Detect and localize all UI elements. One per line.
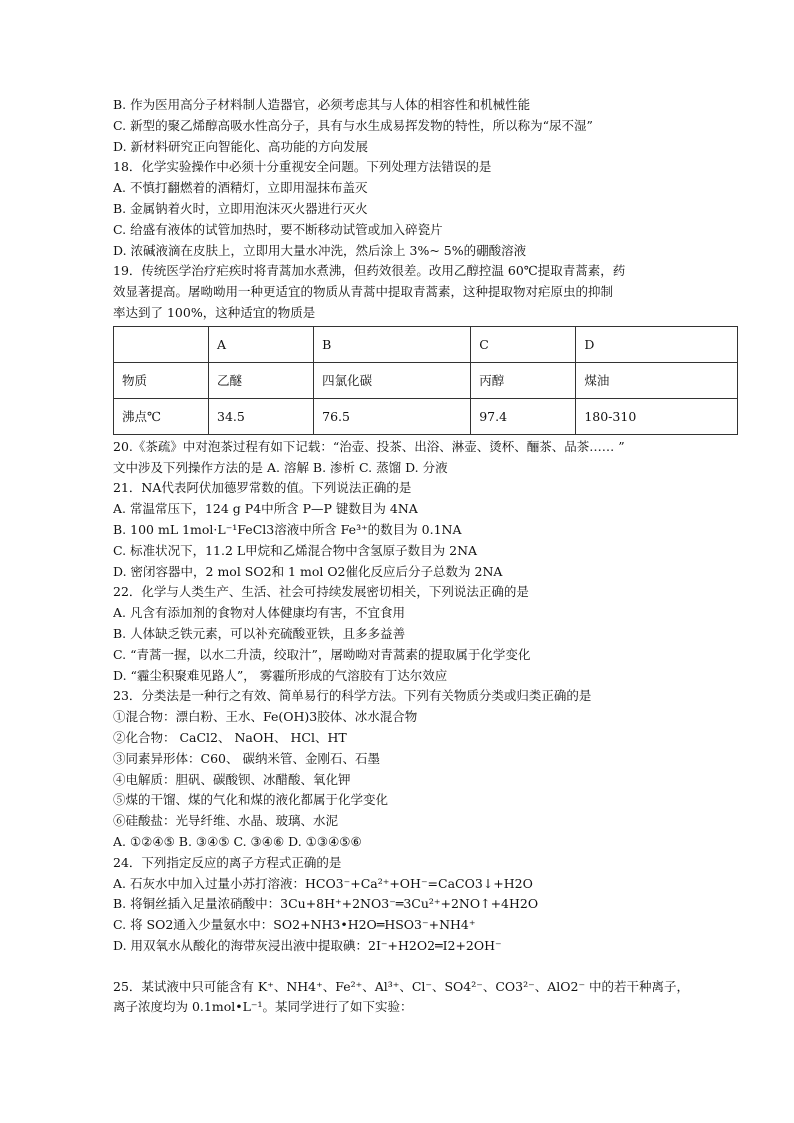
table-cell: 180-310 xyxy=(576,398,738,434)
option-line: C. “青蒿一握，以水二升渍，绞取汁”，屠呦呦对青蒿素的提取属于化学变化 xyxy=(113,646,531,662)
list-item: ③同素异形体：C60、 碳纳米管、金刚石、石墨 xyxy=(113,750,380,766)
text-line: D. 新材料研究正向智能化、高功能的方向发展 xyxy=(113,138,369,154)
list-item: ①混合物：漂白粉、王水、Fe(OH)3胶体、冰水混合物 xyxy=(113,709,418,725)
option-line: B. 将铜丝插入足量浓硝酸中：3Cu+8H⁺+2NO3⁻═3Cu²⁺+2NO↑+4H2O xyxy=(113,896,539,912)
option-line: A. 常温常压下，124 g P4中所含 P—P 键数目为 4NA xyxy=(113,501,418,517)
question-18-stem: 18．化学实验操作中必须十分重视安全问题。下列处理方法错误的是 xyxy=(113,159,492,175)
table-cell: C xyxy=(471,326,576,362)
list-item: ⑥硅酸盐：光导纤维、水晶、玻璃、水泥 xyxy=(113,813,339,829)
table-cell: 煤油 xyxy=(576,362,738,398)
option-line: D. 浓碱液滴在皮肤上，立即用大量水冲洗，然后涂上 3%~ 5%的硼酸溶液 xyxy=(113,242,527,258)
question-24-stem: 24．下列指定反应的离子方程式正确的是 xyxy=(113,854,342,870)
list-item: ④电解质：胆矾、碳酸钡、冰醋酸、氧化钾 xyxy=(113,771,351,787)
table-cell: 乙醚 xyxy=(209,362,314,398)
option-line: D. 用双氧水从酸化的海带灰浸出液中提取碘：2I⁻+H2O2═I2+2OH⁻ xyxy=(113,937,502,953)
table-cell: B xyxy=(314,326,471,362)
option-line: B. 100 mL 1mol·L⁻¹FeCl3溶液中所含 Fe³⁺的数目为 0.1NA xyxy=(113,521,462,537)
list-item: ⑤煤的干馏、煤的气化和煤的液化都属于化学变化 xyxy=(113,792,389,808)
table-cell: 四氯化碳 xyxy=(314,362,471,398)
option-line: C. 标准状况下，11.2 L甲烷和乙烯混合物中含氢原子数目为 2NA xyxy=(113,542,478,558)
table-row xyxy=(114,362,738,398)
option-line: B. 金属钠着火时，立即用泡沫灭火器进行灭火 xyxy=(113,200,368,216)
table-cell: A xyxy=(209,326,314,362)
exam-page xyxy=(113,95,743,1018)
option-line: B. 人体缺乏铁元素，可以补充硫酸亚铁，且多多益善 xyxy=(113,625,406,641)
question-21-stem: 21．NA代表阿伏加德罗常数的值。下列说法正确的是 xyxy=(113,480,412,496)
table-row xyxy=(114,398,738,434)
table-cell: 物质 xyxy=(114,362,209,398)
option-line: D. “霾尘积聚难见路人”， 雾霾所形成的气溶胶有丁达尔效应 xyxy=(113,667,448,683)
text-line: B. 作为医用高分子材料制人造器官，必须考虑其与人体的相容性和机械性能 xyxy=(113,97,531,112)
option-line: D. 密闭容器中，2 mol SO2和 1 mol O2催化反应后分子总数为 2NA xyxy=(113,563,503,579)
text-line: C. 新型的聚乙烯醇高吸水性高分子，具有与水生成易挥发物的特性，所以称为“尿不湿” xyxy=(113,117,593,133)
question-25-stem: 25．某试液中只可能含有 K⁺、NH4⁺、Fe²⁺、Al³⁺、Cl⁻、SO4²⁻、CO3²⁻、AlO2⁻ 中的若干种离子， xyxy=(113,978,690,994)
question-23-stem: 23．分类法是一种行之有效、简单易行的科学方法。下列有关物质分类或归类正确的是 xyxy=(113,688,592,704)
table-header-row xyxy=(114,326,738,362)
option-line: A. 石灰水中加入过量小苏打溶液：HCO3⁻+Ca²⁺+OH⁻=CaCO3↓+H2O xyxy=(113,875,533,891)
question-block-20-24 xyxy=(113,437,743,957)
table-cell: 97.4 xyxy=(471,398,576,434)
question-20-stem: 20.《茶疏》中对泡茶过程有如下记载：“治壶、投茶、出浴、淋壶、烫杯、酾茶、品茶…… ” xyxy=(113,438,625,454)
text-line: 文中涉及下列操作方法的是 A. 溶解 B. 渗析 C. 蒸馏 D. 分液 xyxy=(113,459,448,475)
text-line: 离子浓度均为 0.1mol•L⁻¹。某同学进行了如下实验： xyxy=(113,999,413,1015)
option-line: C. 给盛有液体的试管加热时，要不断移动试管或加入碎瓷片 xyxy=(113,221,443,237)
option-line: C. 将 SO2通入少量氨水中：SO2+NH3•H2O═HSO3⁻+NH4⁺ xyxy=(113,917,476,933)
option-line: A. 不慎打翻燃着的酒精灯，立即用湿抹布盖灭 xyxy=(113,180,368,196)
question-19-stem: 19．传统医学治疗疟疾时将青蒿加水煮沸，但药效很差。改用乙醇控温 60℃提取青蒿素，药 xyxy=(113,263,626,279)
blank-line xyxy=(113,957,743,977)
question-block-17-19 xyxy=(113,95,743,324)
option-line: A. 凡含有添加剂的食物对人体健康均有害，不宜食用 xyxy=(113,605,405,621)
table-cell: 34.5 xyxy=(209,398,314,434)
text-line: 率达到了 100%，这种适宜的物质是 xyxy=(113,304,316,320)
table-cell: 沸点℃ xyxy=(114,398,209,434)
question-block-25 xyxy=(113,977,743,1019)
table-cell: D xyxy=(576,326,738,362)
table-cell: 76.5 xyxy=(314,398,471,434)
text-line: 效显著提高。屠呦呦用一种更适宜的物质从青蒿中提取青蒿素，这种提取物对疟原虫的抑制 xyxy=(113,284,614,300)
list-item: ②化合物： CaCl2、 NaOH、 HCl、HT xyxy=(113,729,347,745)
table-cell xyxy=(114,326,209,362)
table-cell: 丙醇 xyxy=(471,362,576,398)
option-line: A. ①②④⑤ B. ③④⑤ C. ③④⑥ D. ①③④⑤⑥ xyxy=(113,833,362,849)
question-22-stem: 22．化学与人类生产、生活、社会可持续发展密切相关，下列说法正确的是 xyxy=(113,584,529,600)
boiling-point-table xyxy=(113,326,738,435)
